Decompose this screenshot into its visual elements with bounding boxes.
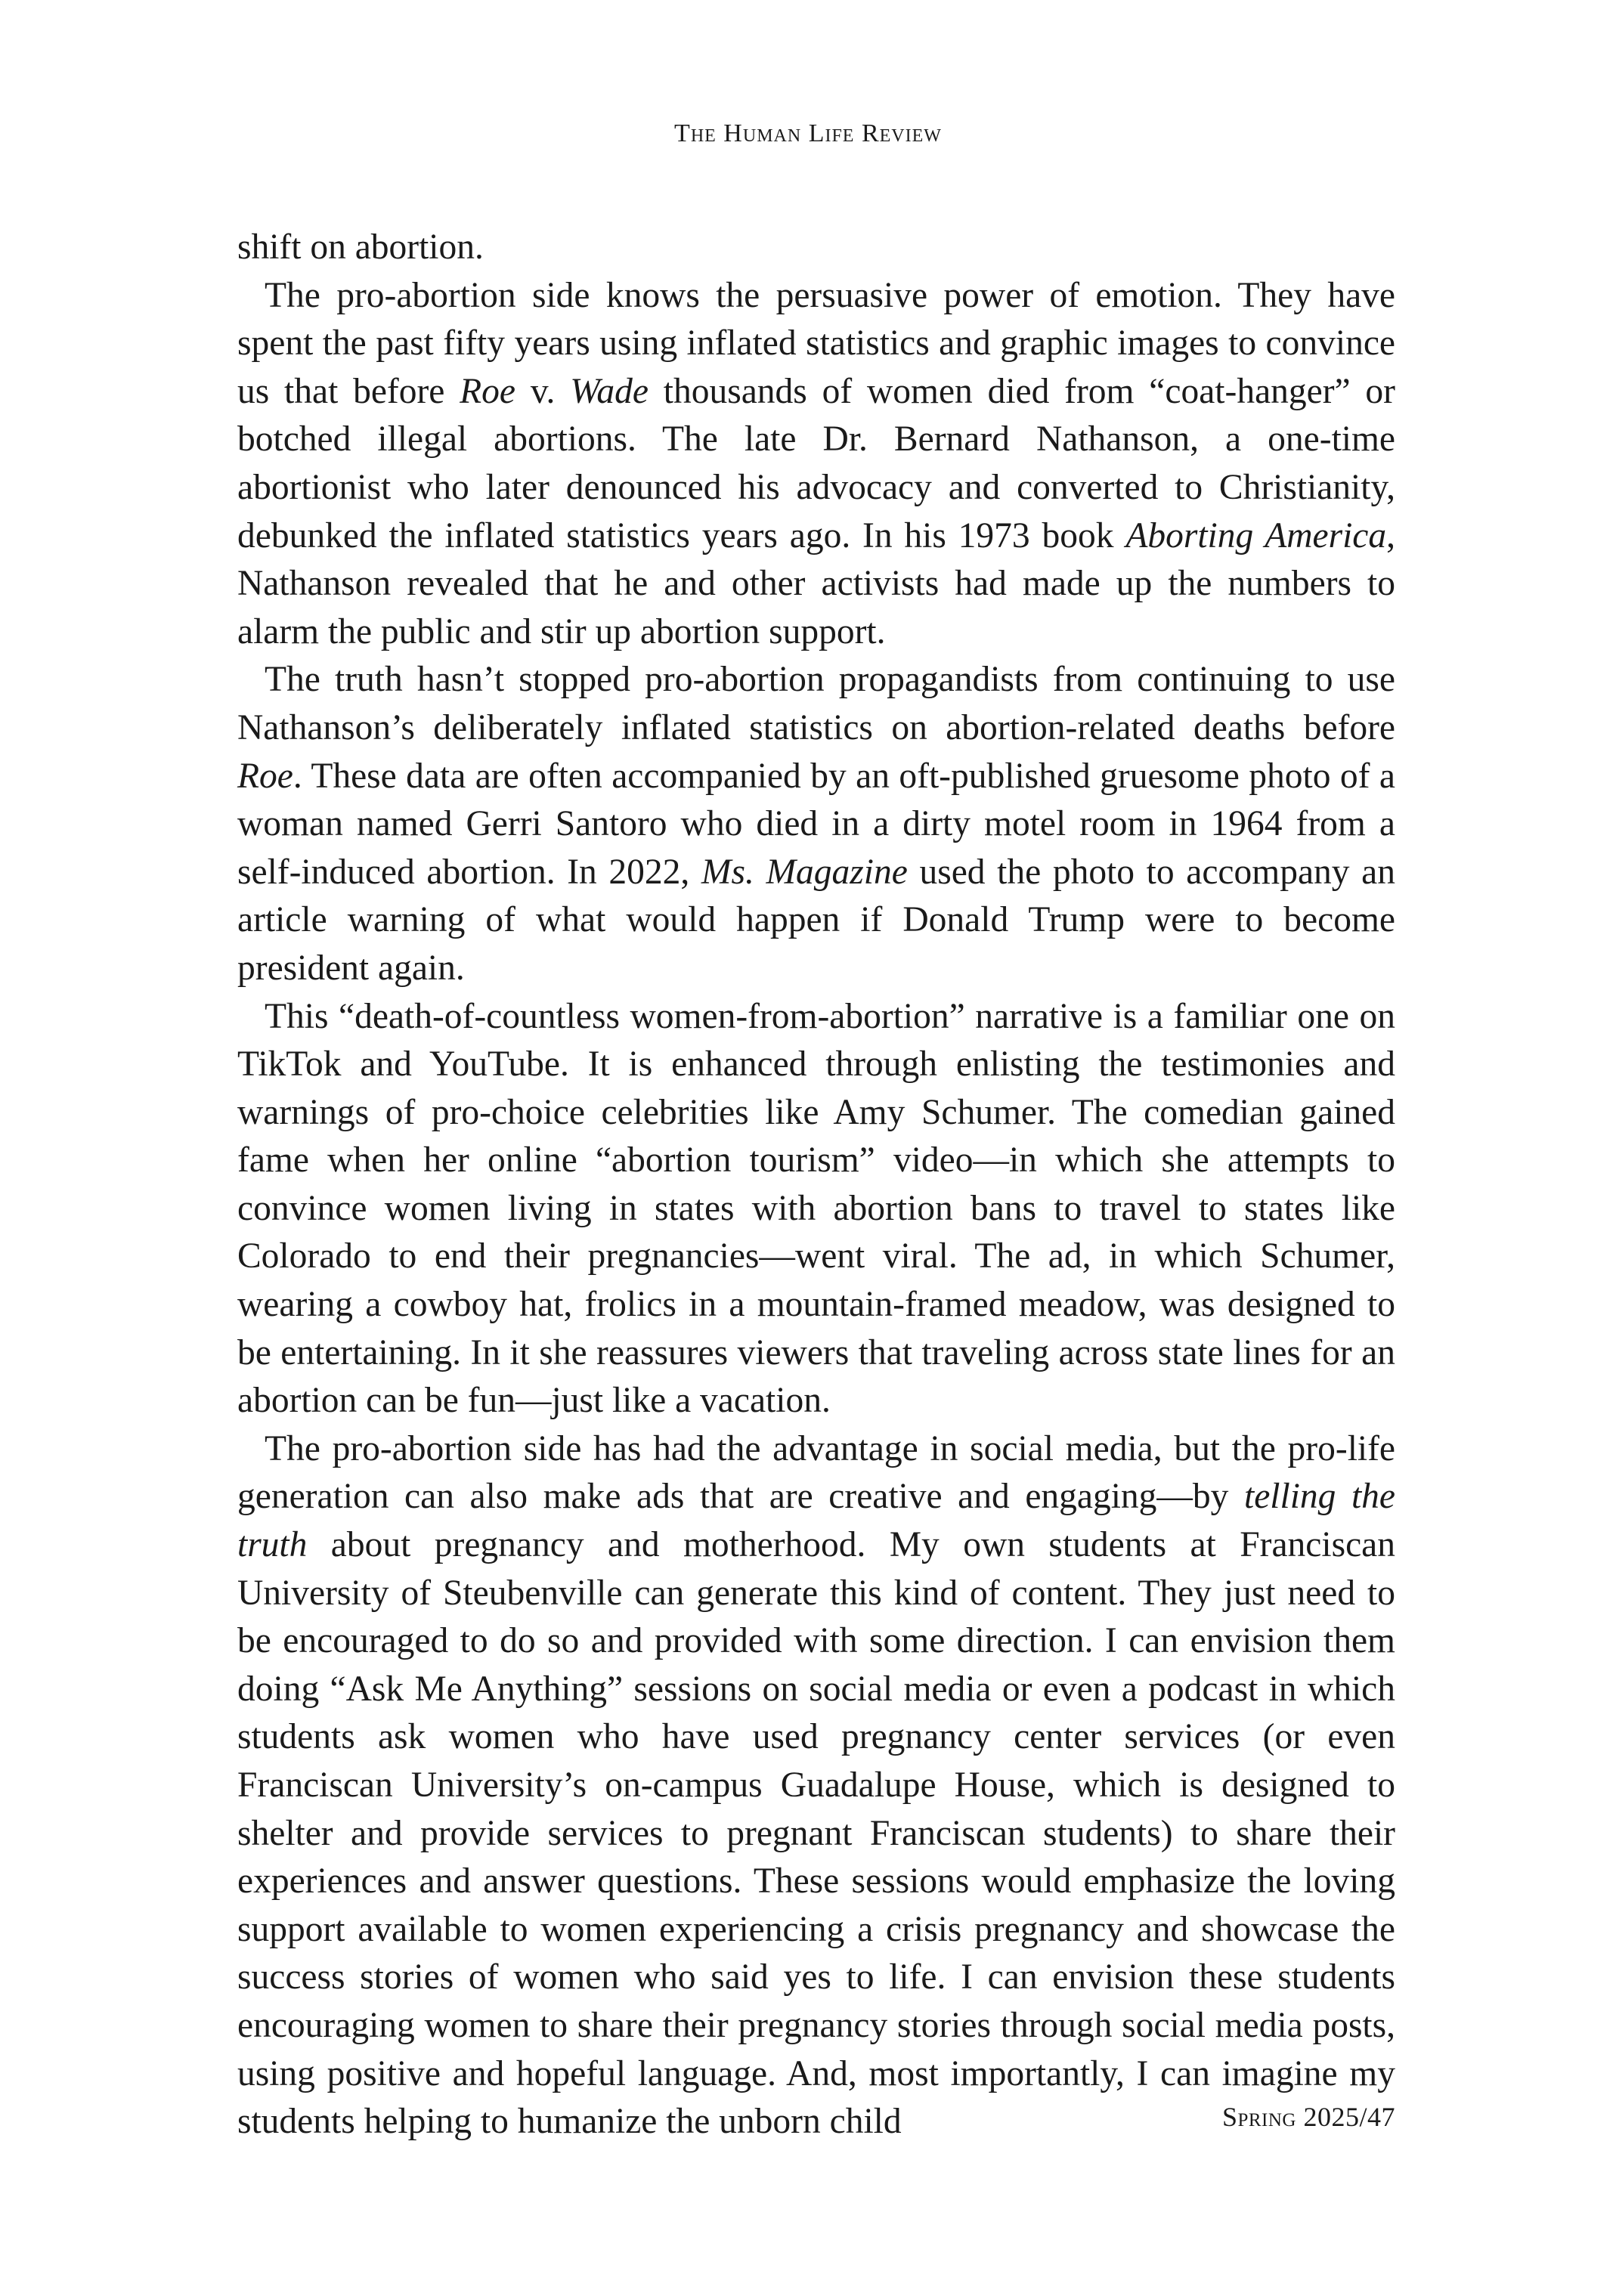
running-head: The Human Life Review: [674, 119, 942, 147]
text-segment: thousands of women died from “coat-hanger” or botched illegal abortions. The late Dr. Bernard Nathanson, a one-time abortionist who later denounced his advocacy and converted to Christianity, debunked the inflated statistics years ago. In his 1973 book: [237, 371, 1396, 555]
italic-title: Aborting America: [1125, 515, 1387, 555]
text-segment: The truth hasn’t stopped pro-abortion propagandists from continuing to use Nathanson’s deliberately inflated statistics on abortion-related deaths before: [237, 660, 1395, 747]
paragraph-1: [237, 224, 1395, 272]
text-segment: shift on abortion.: [237, 227, 484, 267]
paragraph-4: [237, 993, 1395, 1425]
text-segment: This “death-of-countless women-from-abortion” narrative is a familiar one on TikTok and YouTube. It is enhanced through enlisting the testimonies and warnings of pro-choice celebrities like Amy Schumer. The comedian gained fame when her online “abortion tourism” video—in which she attempts to convince women living in states with abortion bans to travel to states like Colorado to end their pregnancies—went viral. The ad, in which Schumer, wearing a cowboy hat, frolics in a mountain-framed meadow, was designed to be entertaining. In it she reassures viewers that traveling across state lines for an abortion can be fun—just like a vacation.: [237, 996, 1395, 1421]
text-segment: v.: [515, 371, 571, 411]
text-segment: The pro-abortion side knows the persuasive power of emotion. They have spent the past fifty years using inflated statistics and graphic images to convince us that before: [237, 275, 1395, 411]
text-segment: about pregnancy and motherhood. My own students at Franciscan University of Steubenville can generate this kind of content. They just need to be encouraged to do so and provided with some direction. I can envision them doing “Ask Me Anything” sessions on social media or even a podcast in which students ask women who have used pregnancy center services (or even Franciscan University’s on-campus Guadalupe House, which is designed to shelter and provide services to pregnant Franciscan students) to share their experiences and answer questions. These sessions would emphasize the loving support available to women experiencing a crisis pregnancy and showcase the success stories of women who said yes to life. I can envision these students encouraging women to share their pregnancy stories through social media posts, using positive and hopeful language. And, most importantly, I can imagine my students helping to humanize the unborn child: [237, 1525, 1395, 2142]
text-segment: . These data are often accompanied by an oft-published gruesome photo of a woman named Gerri Santoro who died in a dirty motel room in 1964 from a self-induced abortion. In 2022,: [237, 756, 1395, 892]
text-segment: The pro-abortion side has had the advantage in social media, but the pro-life generation can also make ads that are creative and engaging—by: [237, 1428, 1395, 1517]
paragraph-5: [237, 1425, 1395, 2146]
italic-title: Ms. Magazine: [701, 852, 908, 892]
italic-title: Roe: [460, 371, 516, 411]
italic-title: Wade: [570, 371, 649, 411]
paragraph-3: [237, 656, 1395, 992]
paragraph-2: [237, 272, 1395, 657]
text-segment: , Nathanson revealed that he and other activists had made up the numbers to alarm the public and stir up abortion support.: [237, 515, 1395, 651]
italic-emphasis: telling the truth: [237, 1477, 1395, 1565]
article-body: [237, 224, 1395, 2146]
italic-title: Roe: [237, 756, 293, 796]
text-segment: used the photo to accompany an article warning of what would happen if Donald Trump were to become president again.: [237, 852, 1395, 988]
page-folio: Spring 2025/47: [1221, 2102, 1395, 2132]
